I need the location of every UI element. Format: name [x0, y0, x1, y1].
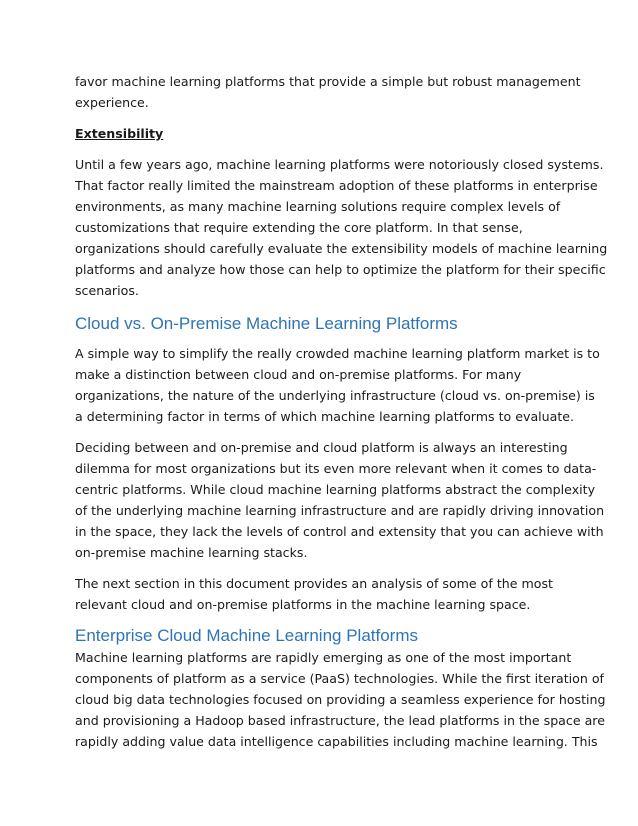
- extensibility-heading: Extensibility: [75, 126, 164, 141]
- text-line: experience.: [75, 95, 149, 110]
- text-line: a determining factor in terms of which machine learning platforms to evaluate.: [75, 409, 575, 424]
- text-line: Until a few years ago, machine learning platforms were notoriously closed systems.: [75, 157, 604, 172]
- cloud-vs-onprem-paragraph-3: [75, 573, 567, 615]
- text-line: rapidly adding value data intelligence capabilities including machine learning. This: [75, 734, 598, 749]
- cloud-vs-onprem-paragraph-2: [75, 437, 605, 563]
- cloud-vs-onprem-paragraph-1: [75, 343, 600, 427]
- text-line: dilemma for most organizations but its even more relevant when it comes to data-: [75, 461, 597, 476]
- text-line: A simple way to simplify the really crowded machine learning platform market is to: [75, 346, 600, 361]
- text-line: relevant cloud and on-premise platforms in the machine learning space.: [75, 597, 531, 612]
- enterprise-cloud-paragraph: [75, 647, 606, 752]
- text-line: organizations, the nature of the underlying infrastructure (cloud vs. on-premise) is: [75, 388, 595, 403]
- text-line: on-premise machine learning stacks.: [75, 545, 308, 560]
- text-line: in the space, they lack the levels of control and extensity that you can achieve with: [75, 524, 604, 539]
- text-line: of the underlying machine learning infrastructure and are rapidly driving innovation: [75, 503, 605, 518]
- text-line: That factor really limited the mainstream adoption of these platforms in enterprise: [75, 178, 598, 193]
- page-content: [75, 71, 608, 762]
- text-line: Machine learning platforms are rapidly emerging as one of the most important: [75, 650, 572, 665]
- text-line: make a distinction between cloud and on-premise platforms. For many: [75, 367, 522, 382]
- text-line: environments, as many machine learning solutions require complex levels of: [75, 199, 561, 214]
- text-line: and provisioning a Hadoop based infrastructure, the lead platforms in the space are: [75, 713, 605, 728]
- intro-paragraph: [75, 71, 581, 113]
- extensibility-paragraph: [75, 154, 608, 301]
- text-line: components of platform as a service (PaaS) technologies. While the first iteration of: [75, 671, 604, 686]
- text-line: cloud big data technologies focused on providing a seamless experience for hosting: [75, 692, 606, 707]
- text-line: Deciding between and on-premise and cloud platform is always an interesting: [75, 440, 568, 455]
- text-line: platforms and analyze how those can help to optimize the platform for their specific: [75, 262, 606, 277]
- text-line: scenarios.: [75, 283, 139, 298]
- text-line: centric platforms. While cloud machine learning platforms abstract the complexity: [75, 482, 596, 497]
- text-line: organizations should carefully evaluate the extensibility models of machine learning: [75, 241, 608, 256]
- text-line: The next section in this document provides an analysis of some of the most: [75, 576, 553, 591]
- enterprise-cloud-heading: Enterprise Cloud Machine Learning Platforms: [75, 626, 419, 645]
- text-line: favor machine learning platforms that provide a simple but robust management: [75, 74, 581, 89]
- cloud-vs-onprem-heading: Cloud vs. On-Premise Machine Learning Platforms: [75, 314, 458, 333]
- text-line: customizations that require extending the core platform. In that sense,: [75, 220, 523, 235]
